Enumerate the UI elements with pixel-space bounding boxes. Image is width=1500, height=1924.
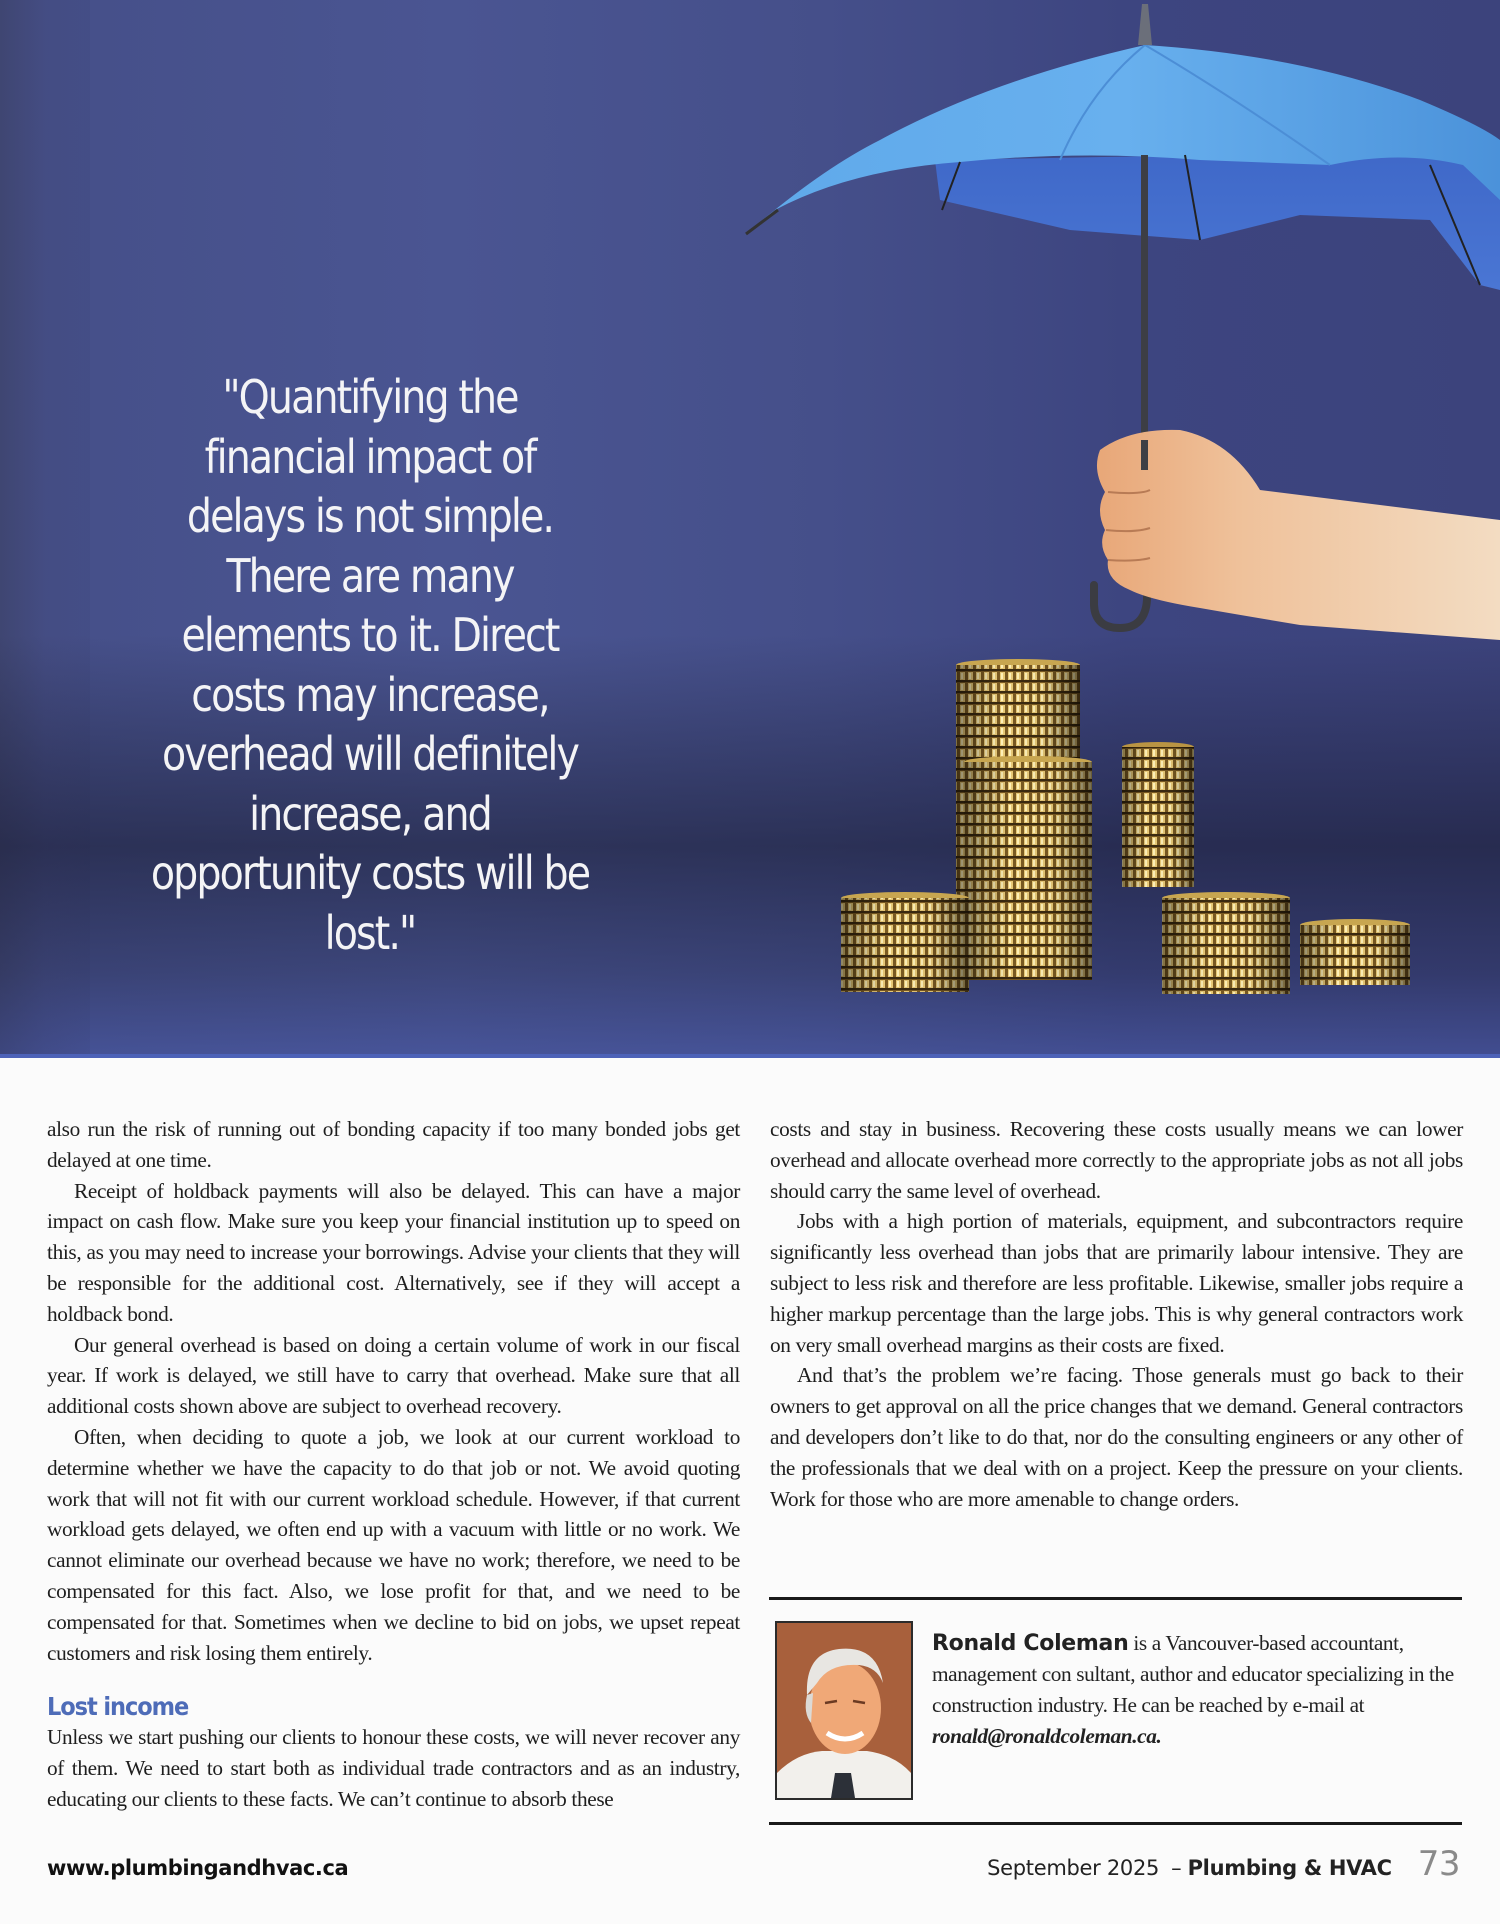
issue-date: September 2025 <box>987 1856 1160 1880</box>
section-heading: Lost income <box>47 1692 189 1722</box>
author-bio <box>932 1628 1464 1752</box>
paragraph: And that’s the problem we’re facing. Those generals must go back to their owners to get approval on all the price changes that we demand. General contractors and developers don’t like to do that, nor do the consulting engineers or any other of the professionals that we deal with on a project. Keep the pressure on your clients. Work for those who are more amenable to change orders. <box>770 1363 1463 1511</box>
bio-divider-top <box>769 1597 1462 1600</box>
author-email-link[interactable]: ronald@ronaldcoleman.ca <box>932 1724 1157 1748</box>
paragraph: Our general overhead is based on doing a certain volume of work in our fiscal year. If work is delayed, we still have to carry that overhead. Make sure that all additional costs shown above are subject to overhead recovery. <box>47 1332 740 1419</box>
paragraph: Unless we start pushing our clients to honour these costs, we will never recover any of them. We need to start both as individual trade contractors and as an industry, educating our clients to these facts. We can’t continue to absorb these <box>47 1725 740 1811</box>
article-column-right <box>770 1114 1463 1514</box>
page-number: 73 <box>1417 1844 1460 1884</box>
author-photo <box>775 1621 913 1800</box>
footer-separator: – <box>1171 1856 1182 1880</box>
author-name: Ronald Coleman <box>932 1631 1129 1656</box>
paragraph: costs and stay in business. Recovering these costs usually means we can lower overhead and allocate overhead more correctly to the appropriate jobs as not all jobs should carry the same level of overhead. <box>770 1117 1463 1203</box>
pull-quote: "Quantifying the financial impact of delays is not simple. There are many elements to it. Direct costs may increase, overhead will definitely increase, and opportunity costs will be lost." <box>150 370 590 960</box>
email-suffix: . <box>1156 1724 1162 1748</box>
author-description: is a Vancouver-based accountant, management con sultant, author and educator specializing in the construction industry. He can be reached by e-mail at <box>932 1631 1454 1717</box>
paragraph: Jobs with a high portion of materials, equipment, and subcontractors require significantly less overhead than jobs that are primarily labour intensive. They are subject to less risk and therefore are less profitable. Likewise, smaller jobs require a higher markup percentage than the large jobs. This is why general contractors work on very small overhead margins as their costs are fixed. <box>770 1209 1463 1357</box>
paragraph: Often, when deciding to quote a job, we look at our current workload to determine whether we have the capacity to do that job or not. We avoid quoting work that will not fit with our current workload schedule. However, if that current workload gets delayed, we often end up with a vacuum with little or no work. We cannot eliminate our overhead because we have no work; therefore, we need to be compensated for this fact. Also, we lose profit for that, and we need to be compensated for that. Sometimes when we decline to bid on jobs, we upset repeat customers and risk losing them entirely. <box>47 1424 740 1665</box>
coin-stacks <box>841 659 1410 994</box>
paragraph: also run the risk of running out of bonding capacity if too many bonded jobs get delayed at one time. <box>47 1117 740 1172</box>
footer-website-link[interactable]: www.plumbingandhvac.ca <box>47 1856 349 1880</box>
magazine-name: Plumbing & HVAC <box>1187 1856 1392 1880</box>
footer-issue-info <box>987 1844 1460 1884</box>
bio-divider-bottom <box>769 1822 1462 1825</box>
author-portrait-icon <box>777 1623 911 1798</box>
article-column-left <box>47 1114 740 1815</box>
paragraph: Receipt of holdback payments will also be delayed. This can have a major impact on cash flow. Make sure you keep your financial institution up to speed on this, as you may need to increase your borrowings. Advise your clients that they will be responsible for the additional cost. Alternatively, see if they will accept a holdback bond. <box>47 1178 740 1326</box>
